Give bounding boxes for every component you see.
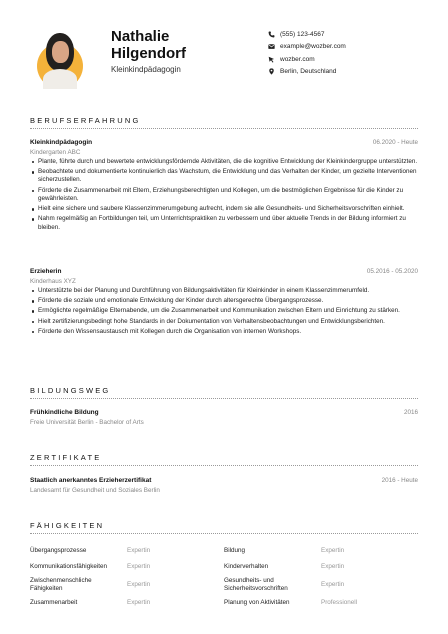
experience-entry-1: [30, 139, 418, 234]
skill-name: Kommunikationsfähigkeiten: [30, 562, 108, 570]
section-skills: [30, 520, 418, 534]
list-item: Nahm regelmäßig an Fortbildungen teil, um Unterrichtspraktiken zu verbessern und über aktuelle Trends in der Bildung informiert zu bleiben.: [30, 215, 418, 232]
bullet-list: [30, 287, 418, 336]
list-item: Beobachtete und dokumentierte kontinuierlich das Wachstum, die Entwicklung und das Verhalten der Kinder, um gezielte Interventionen sicherzustellen.: [30, 168, 418, 185]
resume-header: [0, 0, 448, 100]
skill-item: [30, 577, 224, 592]
entry-date: 06.2020 - Heute: [372, 139, 418, 146]
website-text: wozber.com: [280, 55, 315, 63]
section-divider: [30, 398, 418, 399]
certificate-date: 2016 - Heute: [381, 477, 418, 484]
skill-name: Zwischenmenschliche Fähigkeiten: [30, 577, 92, 592]
education-entry: [30, 409, 418, 427]
certificate-name: Staatlich anerkanntes Erzieherzertifikat: [30, 477, 152, 484]
degree-date: 2016: [403, 409, 418, 416]
skill-level: Professionell: [321, 599, 358, 607]
phone-icon: [268, 31, 280, 38]
entry-employer: Kinderhaus XYZ: [30, 278, 76, 285]
skill-row: [30, 543, 418, 559]
list-item: Förderte den Wissensaustausch mit Kollegen durch die Organisation von internen Workshops.: [30, 328, 418, 336]
skill-item: [224, 563, 418, 571]
name-first: Nathalie: [111, 28, 170, 45]
certificate-issuer: Landesamt für Gesundheit und Soziales Berlin: [30, 487, 160, 494]
section-title-education: BILDUNGSWEG: [30, 386, 111, 395]
job-title: Kleinkindpädagogin: [111, 65, 181, 74]
phone-text: (555) 123-4567: [280, 30, 325, 38]
skill-item: [30, 563, 224, 571]
skill-name: Bildung: [224, 547, 246, 554]
section-divider: [30, 128, 418, 129]
section-title-certificates: ZERTIFIKATE: [30, 453, 102, 462]
location-text: Berlin, Deutschland: [280, 68, 337, 76]
contact-email: [268, 41, 438, 54]
entry-date: 05.2016 - 05.2020: [366, 268, 418, 275]
entry-employer: Kindergarten ABC: [30, 149, 81, 156]
section-title-experience: BERUFSERFAHRUNG: [30, 116, 141, 125]
experience-entry-2: [30, 268, 418, 338]
section-experience: [30, 115, 418, 129]
skill-row: [30, 574, 418, 595]
skill-item: [30, 599, 224, 607]
bullet-list: [30, 158, 418, 232]
skill-item: [30, 547, 224, 555]
skill-item: [224, 547, 418, 555]
contact-website: [268, 53, 438, 66]
entry-role: Kleinkindpädagogin: [30, 139, 93, 146]
list-item: Plante, führte durch und bewertete entwicklungsfördernde Aktivitäten, die die kognitive Entwicklung der Kleinkindergruppe unterstützten.: [30, 158, 418, 166]
section-certificates: [30, 452, 418, 466]
map-pin-icon: [268, 68, 280, 75]
section-title-skills: FÄHIGKEITEN: [30, 521, 105, 530]
contact-phone: [268, 28, 438, 41]
list-item: Hielt eine sichere und saubere Klassenzimmerumgebung aufrecht, indem sie alle Gesundheits- und Sicherheitsvorschriften einhielt.: [30, 205, 418, 213]
skill-name: Gesundheits- und Sicherheitsvorschriften: [224, 577, 288, 592]
entry-role: Erzieherin: [30, 268, 62, 275]
skill-row: [30, 595, 418, 611]
skill-level: Expertin: [321, 562, 345, 570]
contact-list: [268, 28, 438, 78]
cursor-icon: [268, 56, 280, 63]
skill-name: Planung von Aktivitäten: [224, 599, 290, 606]
contact-location: [268, 66, 438, 79]
skill-level: Expertin: [321, 547, 345, 555]
skill-level: Expertin: [127, 562, 151, 570]
list-item: Förderte die Zusammenarbeit mit Eltern, Erziehungsberechtigten und Kollegen, um die bestmöglichen Ergebnisse für die Kinder zu gewährleisten.: [30, 187, 418, 204]
list-item: Unterstützte bei der Planung und Durchführung von Bildungsaktivitäten für Kleinkinder in einem Klassenzimmerumfeld.: [30, 287, 418, 295]
skill-row: [30, 559, 418, 575]
skill-name: Zusammenarbeit: [30, 599, 78, 606]
skill-level: Expertin: [127, 599, 151, 607]
section-divider: [30, 533, 418, 534]
candidate-name: [111, 28, 261, 62]
school-name: Freie Universität Berlin - Bachelor of Arts: [30, 419, 144, 426]
list-item: Ermöglichte regelmäßige Elternabende, um die Zusammenarbeit und Kommunikation zwischen Eltern und Einrichtung zu stärken.: [30, 307, 418, 315]
section-divider: [30, 465, 418, 466]
degree-name: Frühkindliche Bildung: [30, 409, 99, 416]
list-item: Förderte die soziale und emotionale Entwicklung der Kinder durch altersgerechte Übergangsprozesse.: [30, 297, 418, 305]
profile-photo: [37, 29, 83, 89]
skill-level: Expertin: [127, 547, 151, 555]
skill-name: Kinderverhalten: [224, 562, 269, 570]
list-item: Hielt zertifizierungsbedingt hohe Standards in der Dokumentation von Verhaltensbeobachtungen und Entwicklungsberichten.: [30, 318, 418, 326]
email-text: example@wozber.com: [280, 43, 346, 51]
skill-level: Expertin: [321, 581, 345, 588]
skills-grid: [30, 543, 418, 611]
certificate-entry: [30, 477, 418, 495]
skill-item: [224, 599, 418, 607]
skill-name: Übergangsprozesse: [30, 547, 87, 554]
skill-level: Expertin: [127, 581, 151, 588]
envelope-icon: [268, 43, 280, 50]
section-education: [30, 385, 418, 399]
name-last: Hilgendorf: [111, 45, 186, 62]
skill-item: [224, 577, 418, 592]
